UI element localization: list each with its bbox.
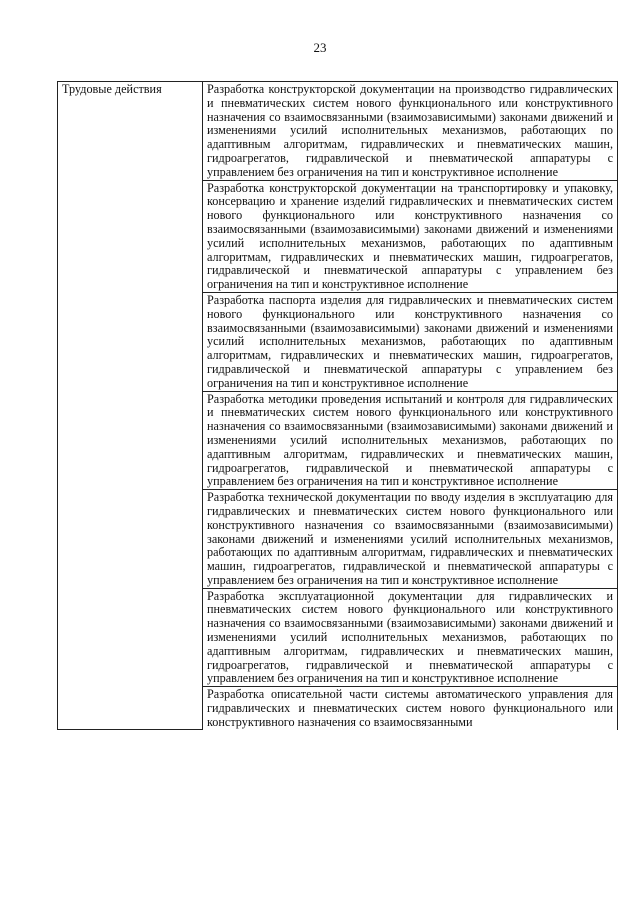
table-row	[58, 82, 618, 181]
labor-actions-table	[57, 81, 618, 730]
action-cell: Разработка технической документации по вводу изделия в эксплуатацию для гидравлических и пневматических систем нового функционального или конструктивного назначения со взаимосвязанными (взаимозависимыми) законами движений и изменениями усилий исполнительных механизмов, работающих по адаптивным алгоритмам, гидравлических и пневматических машин, гидроагрегатов, гидравлической и пневматической аппаратуры с управлением без ограничения на тип и конструктивное исполнение	[203, 490, 618, 589]
action-cell: Разработка эксплуатационной документации для гидравлических и пневматических систем нового функционального или конструктивного назначения со взаимосвязанными (взаимозависимыми) законами движений и изменениями усилий исполнительных механизмов, работающих по адаптивным алгоритмам, гидравлических и пневматических машин, гидроагрегатов, гидравлической и пневматической аппаратуры с управлением без ограничения на тип и конструктивное исполнение	[203, 588, 618, 687]
action-cell: Разработка конструкторской документации на производство гидравлических и пневматических систем нового функционального или конструктивного назначения со взаимосвязанными (взаимозависимыми) законами движений и изменениями усилий исполнительных механизмов, работающих по адаптивным алгоритмам, гидравлических и пневматических машин, гидроагрегатов, гидравлической и пневматической аппаратуры с управлением без ограничения на тип и конструктивное исполнение	[203, 82, 618, 181]
section-label-cell: Трудовые действия	[58, 82, 203, 730]
action-cell: Разработка конструкторской документации на транспортировку и упаковку, консервацию и хранение изделий гидравлических и пневматических систем нового функционального или конструктивного назначения со взаимосвязанными (взаимозависимыми) законами движений и изменениями усилий исполнительных механизмов, работающих по адаптивным алгоритмам, гидравлических и пневматических машин, гидроагрегатов, гидравлической и пневматической аппаратуры с управлением без ограничения на тип и конструктивное исполнение	[203, 180, 618, 292]
action-cell: Разработка паспорта изделия для гидравлических и пневматических систем нового функционального или конструктивного назначения со взаимосвязанными (взаимозависимыми) законами движений и изменениями усилий исполнительных механизмов, работающих по адаптивным алгоритмам, гидравлических и пневматических машин, гидроагрегатов, гидравлической и пневматической аппаратуры с управлением без ограничения на тип и конструктивное исполнение	[203, 292, 618, 391]
action-cell: Разработка методики проведения испытаний и контроля для гидравлических и пневматических систем нового функционального или конструктивного назначения со взаимосвязанными (взаимозависимыми) законами движений и изменениями усилий исполнительных механизмов, работающих по адаптивным алгоритмам, гидравлических и пневматических машин, гидроагрегатов, гидравлической и пневматической аппаратуры с управлением без ограничения на тип и конструктивное исполнение	[203, 391, 618, 490]
action-cell: Разработка описательной части системы автоматического управления для гидравлических и пневматических систем нового функционального или конструктивного назначения со взаимосвязанными	[203, 687, 618, 730]
page-number: 23	[313, 40, 327, 55]
